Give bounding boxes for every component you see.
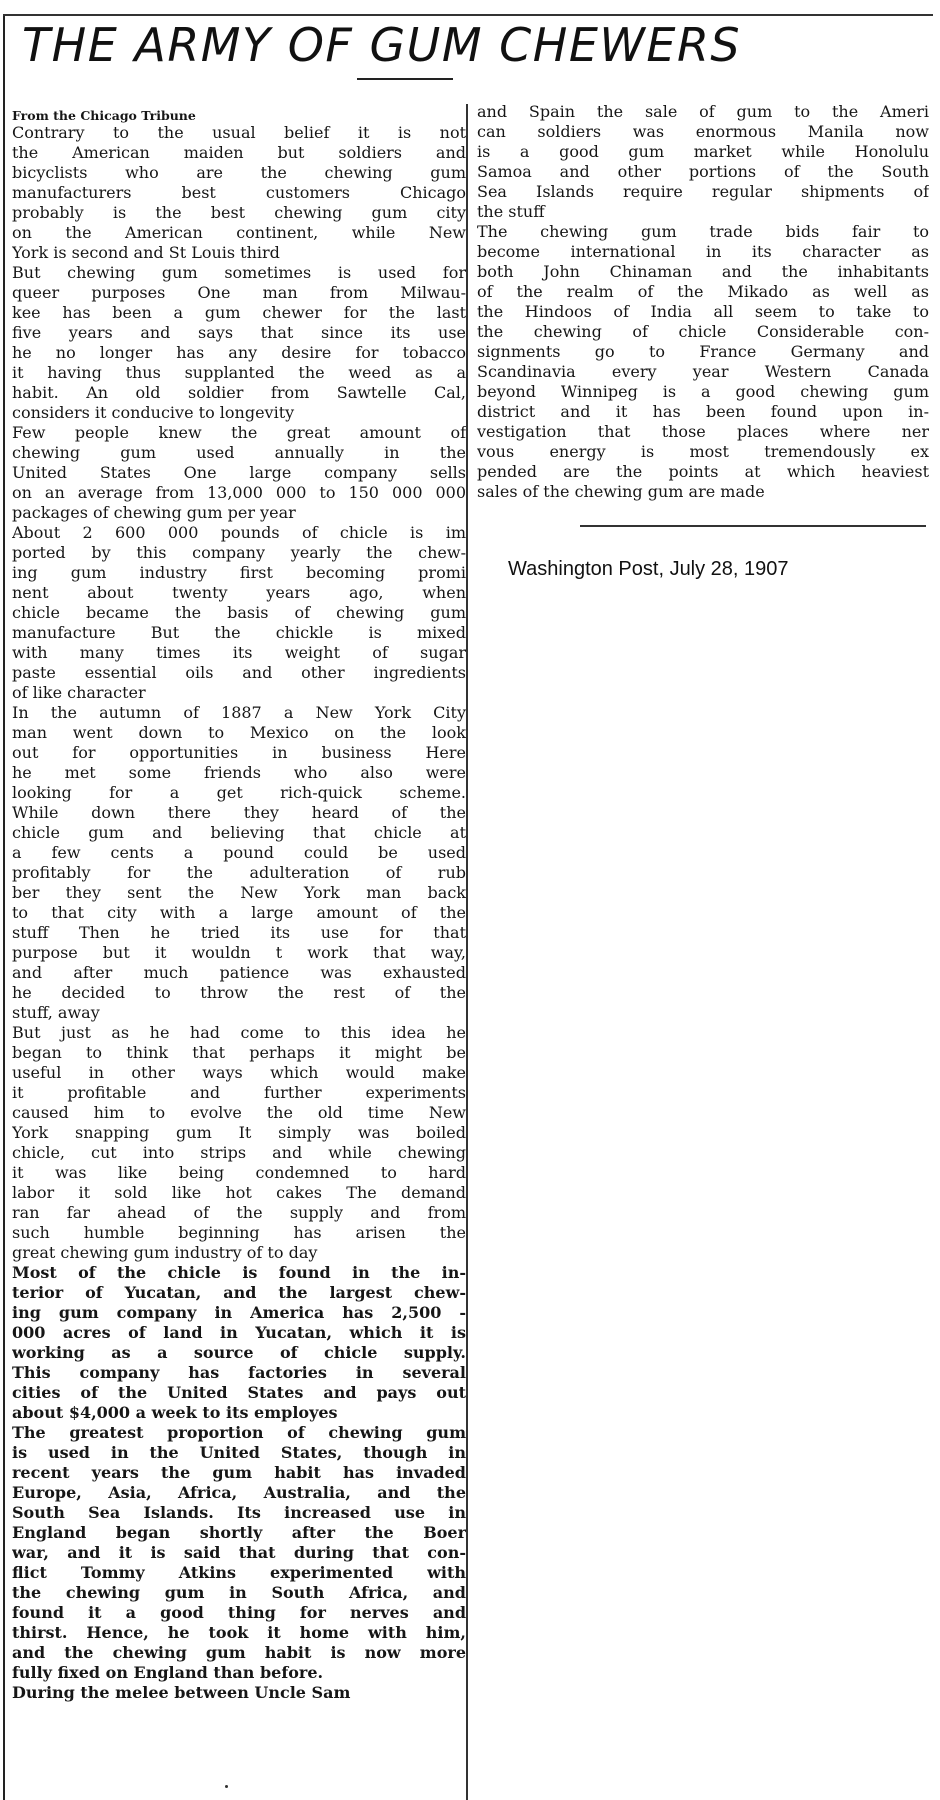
article-line: and Spain the sale of gum to the Ameri xyxy=(477,102,929,121)
article-line: But just as he had come to this idea he xyxy=(12,1023,466,1042)
article-line: Contrary to the usual belief it is not xyxy=(12,123,466,142)
article-line: 000 acres of land in Yucatan, which it is xyxy=(12,1323,466,1342)
article-line: considers it conducive to longevity xyxy=(12,403,295,422)
article-line: can soldiers was enormous Manila now xyxy=(477,122,929,141)
article-line: This company has factories in several xyxy=(12,1363,466,1382)
article-line: nent about twenty years ago, when xyxy=(12,583,466,602)
article-end-rule xyxy=(580,525,926,527)
article-line: packages of chewing gum per year xyxy=(12,503,296,522)
article-line: district and it has been found upon in- xyxy=(477,402,929,421)
article-line: caused him to evolve the old time New xyxy=(12,1103,466,1122)
article-line: on an average from 13,000 000 to 150 000 000 xyxy=(12,483,466,502)
headline: THE ARMY OF GUM CHEWERS xyxy=(22,18,742,72)
article-line: manufacture But the chickle is mixed xyxy=(12,623,466,642)
article-line: chicle became the basis of chewing gum xyxy=(12,603,466,622)
article-line: chicle gum and believing that chicle at xyxy=(12,823,466,842)
article-line: Samoa and other portions of the South xyxy=(477,162,929,181)
article-line: and the chewing gum habit is now more xyxy=(12,1643,466,1662)
source-credit: From the Chicago Tribune xyxy=(12,108,196,123)
publication-dateline: Washington Post, July 28, 1907 xyxy=(508,558,789,580)
article-line: labor it sold like hot cakes The demand xyxy=(12,1183,466,1202)
article-line: flict Tommy Atkins experimented with xyxy=(12,1563,466,1582)
article-line: Europe, Asia, Africa, Australia, and the xyxy=(12,1483,466,1502)
article-line: beyond Winnipeg is a good chewing gum xyxy=(477,382,929,401)
article-line: Scandinavia every year Western Canada xyxy=(477,362,929,381)
article-line: While down there they heard of the xyxy=(12,803,466,822)
article-line: paste essential oils and other ingredients xyxy=(12,663,466,682)
article-line: probably is the best chewing gum city xyxy=(12,203,466,222)
article-line: chicle, cut into strips and while chewing xyxy=(12,1143,466,1162)
article-line: manufacturers best customers Chicago xyxy=(12,183,466,202)
article-line: vestigation that those places where ner xyxy=(477,422,929,441)
article-line: about $4,000 a week to its employes xyxy=(12,1403,338,1422)
article-line: South Sea Islands. Its increased use in xyxy=(12,1503,466,1522)
article-line: on the American continent, while New xyxy=(12,223,466,242)
article-line: the chewing of chicle Considerable con- xyxy=(477,322,929,341)
article-line: The chewing gum trade bids fair to xyxy=(477,222,929,241)
article-line: it having thus supplanted the weed as a xyxy=(12,363,466,382)
article-line: During the melee between Uncle Sam xyxy=(12,1683,351,1702)
article-line: the stuff xyxy=(477,202,545,221)
article-line: The greatest proportion of chewing gum xyxy=(12,1423,466,1442)
article-line: looking for a get rich-quick scheme. xyxy=(12,783,466,802)
article-line: fully fixed on England than before. xyxy=(12,1663,324,1682)
article-line: But chewing gum sometimes is used for xyxy=(12,263,466,282)
article-line: pended are the points at which heaviest xyxy=(477,462,929,481)
article-line: bicyclists who are the chewing gum xyxy=(12,163,466,182)
article-line: man went down to Mexico on the look xyxy=(12,723,466,742)
headline-underline-rule xyxy=(357,78,453,80)
article-line: become international in its character as xyxy=(477,242,929,261)
left-text-column xyxy=(12,106,466,1703)
article-line: out for opportunities in business Here xyxy=(12,743,466,762)
article-line: purpose but it wouldn t work that way, xyxy=(12,943,466,962)
article-line: is a good gum market while Honolulu xyxy=(477,142,929,161)
article-line: cities of the United States and pays out xyxy=(12,1383,466,1402)
article-line: of the realm of the Mikado as well as xyxy=(477,282,929,301)
article-line: with many times its weight of sugar xyxy=(12,643,466,662)
page-mark-dot xyxy=(225,1785,228,1788)
article-line: of like character xyxy=(12,683,146,702)
article-line: working as a source of chicle supply. xyxy=(12,1343,466,1362)
right-text-column xyxy=(477,102,929,502)
article-line: About 2 600 000 pounds of chicle is im xyxy=(12,523,466,542)
article-line: sales of the chewing gum are made xyxy=(477,482,765,501)
article-line: great chewing gum industry of to day xyxy=(12,1243,318,1262)
column-divider-rule xyxy=(466,104,468,1800)
left-border-rule xyxy=(3,14,5,1800)
article-line: to that city with a large amount of the xyxy=(12,903,466,922)
article-line: ing gum industry first becoming promi xyxy=(12,563,466,582)
article-line: ported by this company yearly the chew- xyxy=(12,543,466,562)
article-line: York snapping gum It simply was boiled xyxy=(12,1123,466,1142)
article-line: recent years the gum habit has invaded xyxy=(12,1463,466,1482)
article-line: thirst. Hence, he took it home with him, xyxy=(12,1623,466,1642)
article-line: Few people knew the great amount of xyxy=(12,423,466,442)
article-line: ran far ahead of the supply and from xyxy=(12,1203,466,1222)
article-line: vous energy is most tremendously ex xyxy=(477,442,929,461)
article-line: Sea Islands require regular shipments of xyxy=(477,182,929,201)
article-line: York is second and St Louis third xyxy=(12,243,280,262)
article-line: found it a good thing for nerves and xyxy=(12,1603,466,1622)
article-line: profitably for the adulteration of rub xyxy=(12,863,466,882)
article-line: In the autumn of 1887 a New York City xyxy=(12,703,466,722)
article-line: habit. An old soldier from Sawtelle Cal, xyxy=(12,383,466,402)
article-line: it was like being condemned to hard xyxy=(12,1163,466,1182)
article-line: is used in the United States, though in xyxy=(12,1443,466,1462)
article-line: the American maiden but soldiers and xyxy=(12,143,466,162)
article-line: began to think that perhaps it might be xyxy=(12,1043,466,1062)
article-line: United States One large company sells xyxy=(12,463,466,482)
article-line: war, and it is said that during that con- xyxy=(12,1543,466,1562)
article-line: and after much patience was exhausted xyxy=(12,963,466,982)
article-line: such humble beginning has arisen the xyxy=(12,1223,466,1242)
article-line: the Hindoos of India all seem to take to xyxy=(477,302,929,321)
article-line: chewing gum used annually in the xyxy=(12,443,466,462)
article-line: stuff, away xyxy=(12,1003,100,1022)
article-line: he met some friends who also were xyxy=(12,763,466,782)
article-line: a few cents a pound could be used xyxy=(12,843,466,862)
article-line: terior of Yucatan, and the largest chew- xyxy=(12,1283,466,1302)
article-line: England began shortly after the Boer xyxy=(12,1523,466,1542)
article-line: five years and says that since its use xyxy=(12,323,466,342)
article-line: useful in other ways which would make xyxy=(12,1063,466,1082)
article-line: both John Chinaman and the inhabitants xyxy=(477,262,929,281)
article-line: kee has been a gum chewer for the last xyxy=(12,303,466,322)
article-line: queer purposes One man from Milwau- xyxy=(12,283,466,302)
article-line: stuff Then he tried its use for that xyxy=(12,923,466,942)
article-line: Most of the chicle is found in the in- xyxy=(12,1263,466,1282)
article-line: the chewing gum in South Africa, and xyxy=(12,1583,466,1602)
article-line: he decided to throw the rest of the xyxy=(12,983,466,1002)
article-line: signments go to France Germany and xyxy=(477,342,929,361)
article-line: ing gum company in America has 2,500 - xyxy=(12,1303,466,1322)
article-line: ber they sent the New York man back xyxy=(12,883,466,902)
article-line: he no longer has any desire for tobacco xyxy=(12,343,466,362)
article-line: it profitable and further experiments xyxy=(12,1083,466,1102)
